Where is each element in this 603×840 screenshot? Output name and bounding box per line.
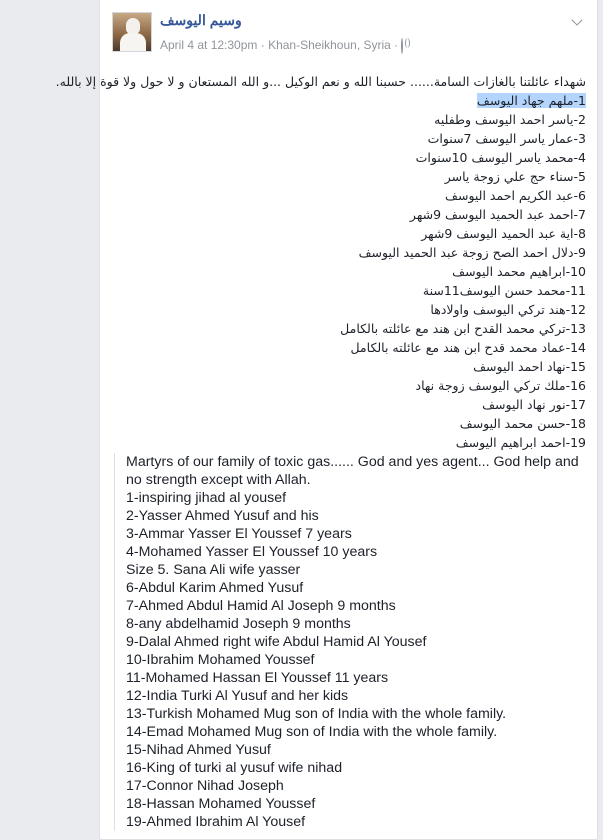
arabic-list-item (116, 414, 586, 433)
translation-line: 9-Dalal Ahmed right wife Abdul Hamid Al Yousef (126, 634, 427, 650)
translation-line: 16-King of turki al yusuf wife nihad (126, 760, 343, 776)
arabic-list-item (116, 433, 586, 452)
arabic-list-item (116, 338, 586, 357)
translation-line: 11-Mohamed Hassan El Youssef 11 years (126, 670, 389, 686)
arabic-list-item-text: 13-تركي محمد القدح ابن هند مع عائلته بالكامل (340, 321, 586, 336)
arabic-list-item-text: 2-ياسر احمد اليوسف وطفليه (434, 112, 586, 127)
translation-line: 6-Abdul Karim Ahmed Yusuf (126, 580, 304, 596)
arabic-list-item (116, 262, 586, 281)
post-card (55, 0, 598, 840)
arabic-list-item-text: 7-احمد عبد الحميد اليوسف 9شهر (409, 207, 586, 222)
arabic-list (116, 91, 586, 452)
arabic-list-item (116, 224, 586, 243)
arabic-list-item-text: 1-ملهم جهاد اليوسف (476, 93, 586, 108)
arabic-list-item-text: 4-محمد ياسر اليوسف 10سنوات (415, 150, 586, 165)
post-location[interactable]: Khan-Sheikhoun, Syria (268, 38, 391, 52)
translation-line: 3-Ammar Yasser El Youssef 7 years (126, 526, 352, 542)
arabic-list-item-text: 3-عمار ياسر اليوسف 7سنوات (427, 131, 586, 146)
translation-list (126, 453, 584, 831)
arabic-list-item-text: 19-احمد ابراهيم اليوسف (455, 435, 586, 450)
translation-line: 17-Connor Nihad Joseph (126, 778, 284, 794)
arabic-list-item-text: 8-اية عبد الحميد اليوسف 9شهر (421, 226, 586, 241)
translation-block (114, 453, 584, 831)
globe-icon[interactable] (401, 38, 403, 54)
arabic-list-item-text: 17-نور نهاد اليوسف (482, 397, 586, 412)
translation-line: Martyrs of our family of toxic gas...... God and yes agent... God help and (126, 454, 579, 470)
arabic-list-item (116, 357, 586, 376)
arabic-list-item (116, 167, 586, 186)
translation-line: 14-Emad Mohamed Mug son of India with the whole family. (126, 724, 498, 740)
author-name[interactable]: وسيم اليوسف (160, 12, 242, 28)
arabic-list-item (116, 110, 586, 129)
translation-line: no strength except with Allah. (126, 472, 311, 488)
arabic-list-item-text: 18-حسن محمد اليوسف (459, 416, 586, 431)
chevron-down-icon[interactable] (570, 14, 584, 28)
arabic-list-item-text: 6-عبد الكريم احمد اليوسف (445, 188, 586, 203)
translation-line: 19-Ahmed Ibrahim Al Yousef (126, 814, 306, 830)
arabic-list-item-text: 14-عماد محمد قدح ابن هند مع عائلته بالكامل (350, 340, 586, 355)
arabic-list-item (116, 91, 586, 110)
arabic-list-item-text: 12-هند تركي اليوسف واولادها (430, 302, 586, 317)
meta-separator: · (394, 38, 399, 52)
translation-line: 7-Ahmed Abdul Hamid Al Joseph 9 months (126, 598, 396, 614)
post-text-arabic (55, 72, 586, 452)
arabic-list-item-text: 5-سناء حج علي زوجة ياسر (444, 169, 586, 184)
translation-line: 12-India Turki Al Yusuf and her kids (126, 688, 349, 704)
avatar-figure-head (126, 18, 140, 34)
meta-separator: · (260, 38, 265, 52)
translation-line: 15-Nihad Ahmed Yusuf (126, 742, 271, 758)
translation-line: 13-Turkish Mohamed Mug son of India with the whole family. (126, 706, 507, 722)
translation-line: 10-Ibrahim Mohamed Youssef (126, 652, 315, 668)
arabic-list-item-text: 10-ابراهيم محمد اليوسف (452, 264, 586, 279)
arabic-list-item (116, 186, 586, 205)
avatar[interactable] (112, 12, 152, 52)
post-date[interactable]: April 4 at 12:30pm (160, 38, 258, 52)
arabic-list-item (116, 300, 586, 319)
arabic-list-item (116, 243, 586, 262)
arabic-list-item-text: 16-ملك تركي اليوسف زوجة نهاد (415, 378, 586, 393)
translation-line: 8-any abdelhamid Joseph 9 months (126, 616, 351, 632)
translation-line: 1-inspiring jihad al yousef (126, 490, 287, 506)
avatar-figure-body (120, 33, 146, 52)
post-intro: شهداء عائلتنا بالغازات السامة...... حسبنا الله و نعم الوكيل ...و الله المستعان و لا حول ولا قوة إلا بالله. (55, 74, 586, 89)
arabic-list-item (116, 148, 586, 167)
arabic-list-item-text: 9-دلال احمد الصح زوجة عبد الحميد اليوسف (358, 245, 586, 260)
arabic-list-item (116, 395, 586, 414)
arabic-list-item (116, 319, 586, 338)
translation-line: 18-Hassan Mohamed Youssef (126, 796, 316, 812)
arabic-list-item (116, 281, 586, 300)
translation-line: 2-Yasser Ahmed Yusuf and his (126, 508, 319, 524)
arabic-list-item (116, 129, 586, 148)
translation-line: 4-Mohamed Yasser El Youssef 10 years (126, 544, 378, 560)
arabic-list-item (116, 376, 586, 395)
arabic-list-item (116, 205, 586, 224)
arabic-list-item-text: 11-محمد حسن اليوسف11سنة (422, 283, 586, 298)
translation-line: Size 5. Sana Ali wife yasser (126, 562, 301, 578)
arabic-list-item-text: 15-نهاد احمد اليوسف (473, 359, 586, 374)
post-meta (160, 38, 403, 53)
